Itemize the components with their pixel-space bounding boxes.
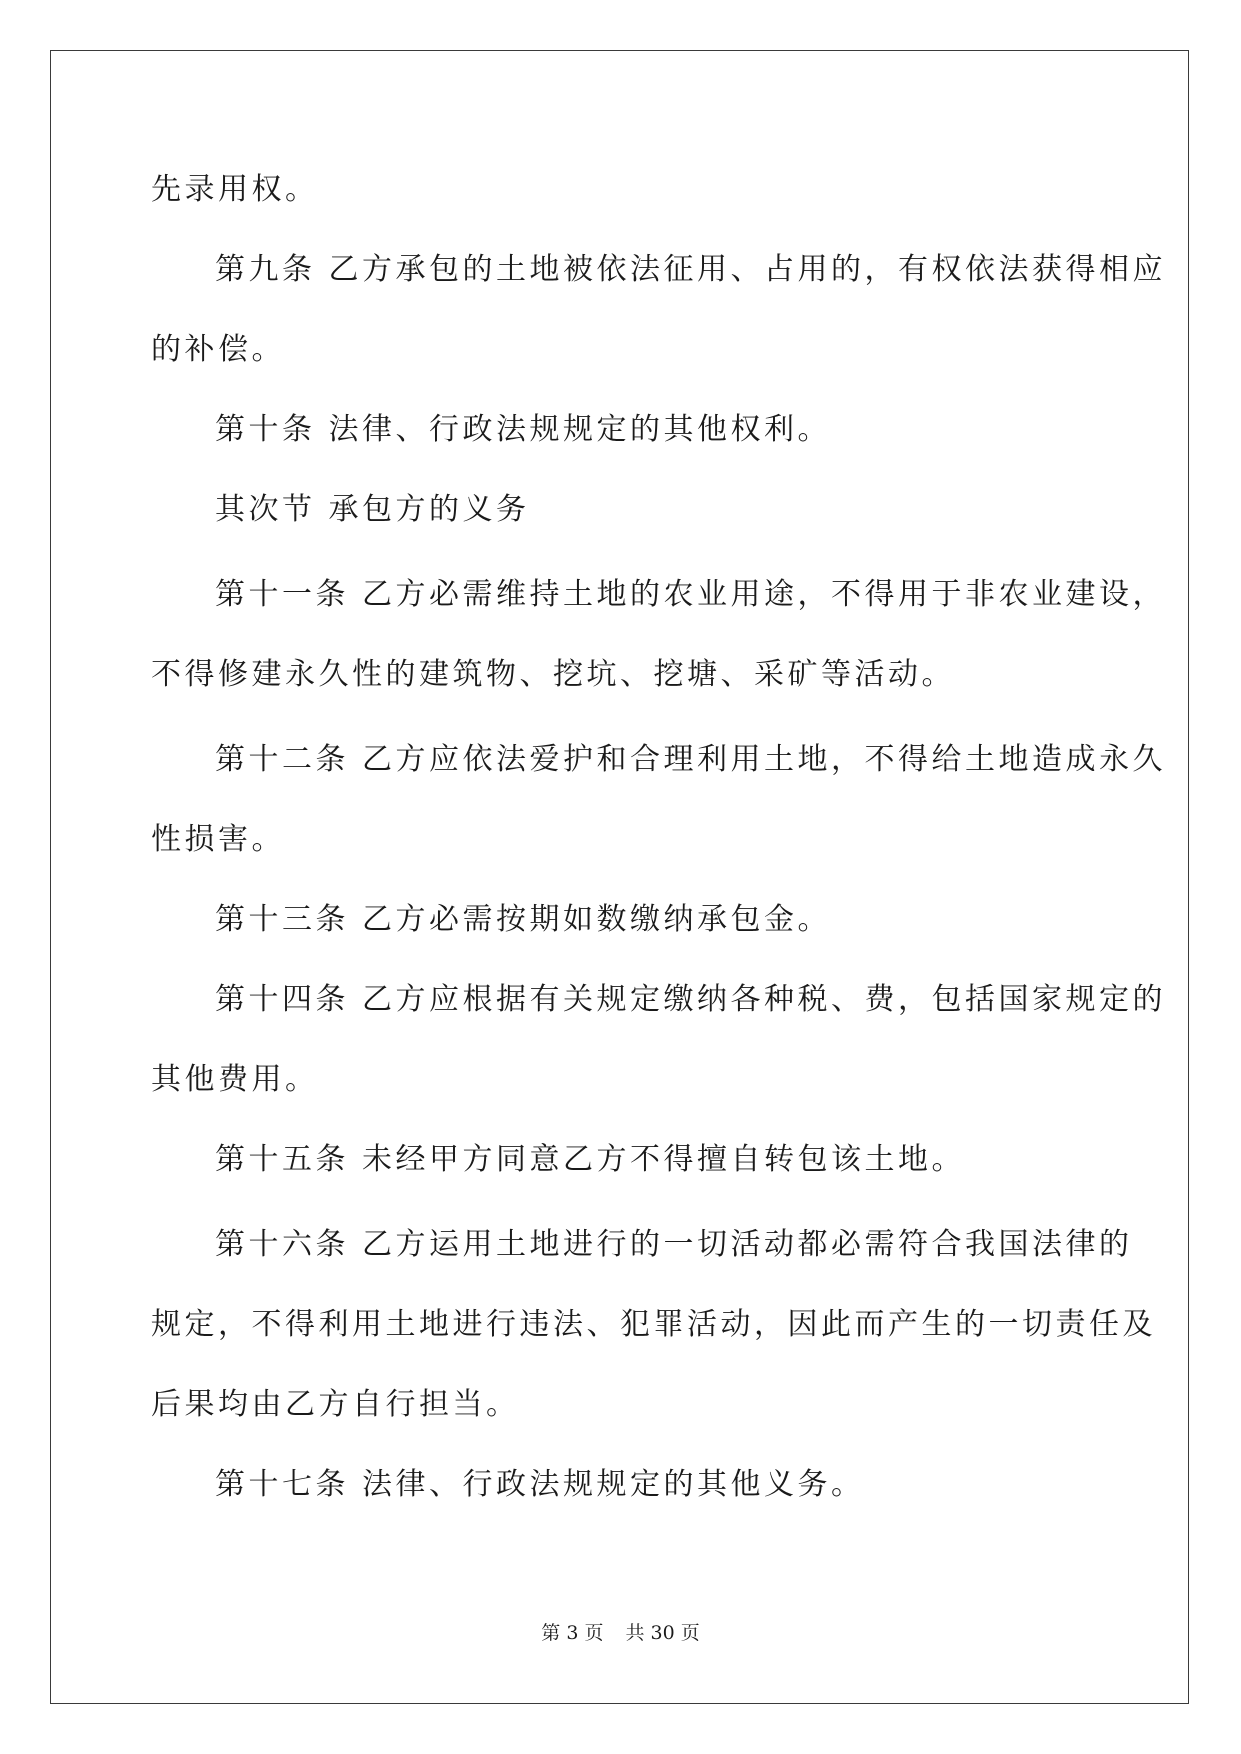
article-15-line: 第十五条 未经甲方同意乙方不得擅自转包该土地。 <box>215 1142 966 1177</box>
article-17-line: 第十七条 法律、行政法规规定的其他义务。 <box>215 1467 865 1502</box>
section-heading: 其次节 承包方的义务 <box>215 492 530 527</box>
page-number: 第 3 页 <box>541 1622 604 1644</box>
article-14-line: 第十四条 乙方应根据有关规定缴纳各种税、费，包括国家规定的 <box>215 982 1167 1017</box>
body-line: 的补偿。 <box>151 332 285 367</box>
article-16-line: 第十六条 乙方运用土地进行的一切活动都必需符合我国法律的 <box>215 1227 1133 1262</box>
page-footer <box>0 1621 1241 1645</box>
body-line: 先录用权。 <box>151 172 319 207</box>
body-line: 后果均由乙方自行担当。 <box>151 1387 520 1422</box>
article-9-line: 第九条 乙方承包的土地被依法征用、占用的，有权依法获得相应 <box>215 252 1167 287</box>
body-line: 不得修建永久性的建筑物、挖坑、挖塘、采矿等活动。 <box>151 657 955 692</box>
article-13-line: 第十三条 乙方必需按期如数缴纳承包金。 <box>215 902 832 937</box>
body-line: 规定，不得利用土地进行违法、犯罪活动，因此而产生的一切责任及 <box>151 1307 1156 1342</box>
page-border <box>50 50 1189 1704</box>
article-12-line: 第十二条 乙方应依法爱护和合理利用土地，不得给土地造成永久 <box>215 742 1167 777</box>
body-line: 性损害。 <box>151 822 285 857</box>
page-total: 共 30 页 <box>625 1622 700 1644</box>
article-10-line: 第十条 法律、行政法规规定的其他权利。 <box>215 412 832 447</box>
article-11-line: 第十一条 乙方必需维持土地的农业用途，不得用于非农业建设， <box>215 577 1167 612</box>
body-line: 其他费用。 <box>151 1062 319 1097</box>
